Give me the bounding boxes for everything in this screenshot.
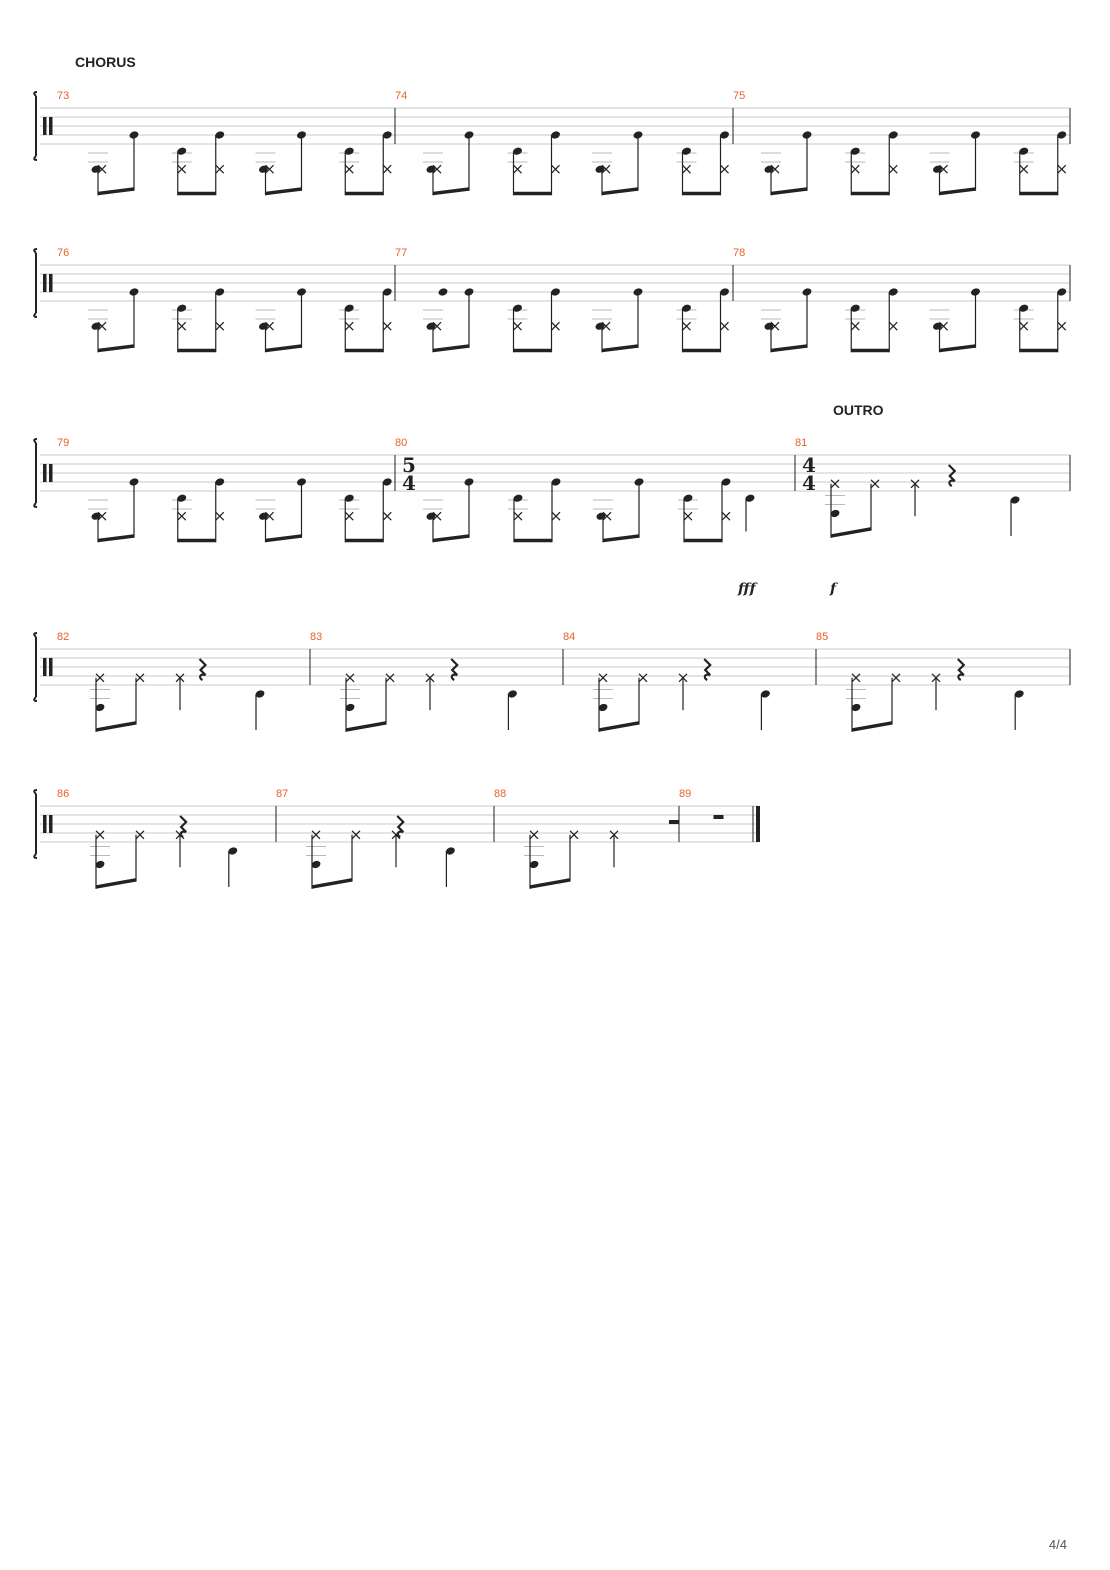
percussion-clef [43,658,47,676]
notehead [595,164,606,174]
measure [57,631,265,732]
measure [57,247,393,352]
quarter-rest [200,659,206,680]
time-signature-numerator: 5 [402,453,416,478]
notehead [426,321,437,331]
measure [494,788,679,889]
percussion-clef [43,815,47,833]
quarter-rest [949,465,955,486]
section-label: OUTRO [833,402,884,418]
beam [771,344,807,352]
beam [266,187,302,195]
notehead [258,511,269,521]
measure [395,247,730,352]
measure-number: 78 [733,247,746,259]
measure-number: 85 [816,631,829,643]
half-rest [669,820,679,824]
beam [683,349,721,353]
beam [602,187,638,195]
beam [851,349,889,353]
notehead [91,321,102,331]
staff-system [34,631,1070,732]
beam [98,534,134,542]
measure [57,90,393,195]
beam [433,344,469,352]
beam [345,192,383,196]
notehead [258,321,269,331]
beam [96,878,136,889]
percussion-clef [43,117,47,135]
percussion-clef [43,274,47,292]
notehead [595,321,606,331]
time-signature-denominator: 4 [402,471,416,496]
beam [851,192,889,196]
staff-system [34,90,1070,195]
percussion-clef [49,815,53,833]
beam [266,534,302,542]
measure [57,788,238,889]
measure [679,788,724,819]
notehead [438,287,449,297]
beam [178,349,216,353]
whole-rest [714,815,724,819]
beam [514,349,552,353]
beam [852,721,892,732]
percussion-clef [49,464,53,482]
beam [433,534,469,542]
measure-number: 80 [395,437,408,449]
measure-number: 76 [57,247,70,259]
measure-number: 88 [494,788,507,800]
measure [310,631,518,732]
beam [1020,349,1058,353]
measure [795,437,1020,538]
measure-number: 83 [310,631,323,643]
beam [602,344,638,352]
measure [733,247,1067,352]
notehead [764,164,775,174]
measure [57,437,393,542]
measure-number: 89 [679,788,692,800]
page-number: 4/4 [1048,1537,1067,1552]
beam [96,721,136,732]
quarter-rest [180,816,186,837]
time-signature-denominator: 4 [802,471,816,496]
beam [603,534,639,542]
beam [1020,192,1058,196]
system-bracket [34,633,37,701]
beam [514,192,552,196]
percussion-clef [49,117,53,135]
quarter-rest [397,816,403,837]
final-barline [756,806,760,842]
beam [312,878,352,889]
measure [563,631,771,732]
measure-number: 75 [733,90,746,102]
section-label: CHORUS [75,54,136,70]
beam [178,539,216,543]
beam [683,192,721,196]
notehead [258,164,269,174]
notehead [932,321,943,331]
quarter-rest [451,659,457,680]
measure-number: 79 [57,437,70,449]
notehead [932,164,943,174]
beam [599,721,639,732]
measure-number: 81 [795,437,808,449]
measure-number: 87 [276,788,289,800]
notehead [596,511,607,521]
beam [684,539,722,543]
system-bracket [34,249,37,317]
measure [816,631,1025,732]
notehead [91,511,102,521]
staff-system [34,788,760,889]
dynamic-marking: fff [738,581,756,597]
beam [940,187,976,195]
measure-number: 84 [563,631,576,643]
measure [733,90,1067,195]
beam [345,539,383,543]
system-bracket [34,790,37,858]
beam [98,187,134,195]
beam [98,344,134,352]
beam [266,344,302,352]
quarter-rest [958,659,964,680]
measure-number: 74 [395,90,408,102]
beam [530,878,570,889]
dynamic-marking: f [830,581,837,597]
percussion-clef [43,464,47,482]
beam [514,539,552,543]
time-signature-numerator: 4 [802,453,816,478]
measure [395,437,755,542]
measure [276,788,456,889]
measure-number: 86 [57,788,70,800]
beam [831,527,871,538]
beam [178,192,216,196]
staff-system [34,247,1070,352]
beam [345,349,383,353]
percussion-clef [49,658,53,676]
system-bracket [34,439,37,507]
system-bracket [34,92,37,160]
quarter-rest [704,659,710,680]
notehead [91,164,102,174]
measure [395,90,730,195]
beam [771,187,807,195]
notehead [426,511,437,521]
beam [346,721,386,732]
percussion-clef [49,274,53,292]
beam [433,187,469,195]
notehead [764,321,775,331]
staff-system [34,437,1070,542]
measure-number: 82 [57,631,70,643]
measure-number: 73 [57,90,70,102]
beam [940,344,976,352]
notehead [426,164,437,174]
measure-number: 77 [395,247,408,259]
